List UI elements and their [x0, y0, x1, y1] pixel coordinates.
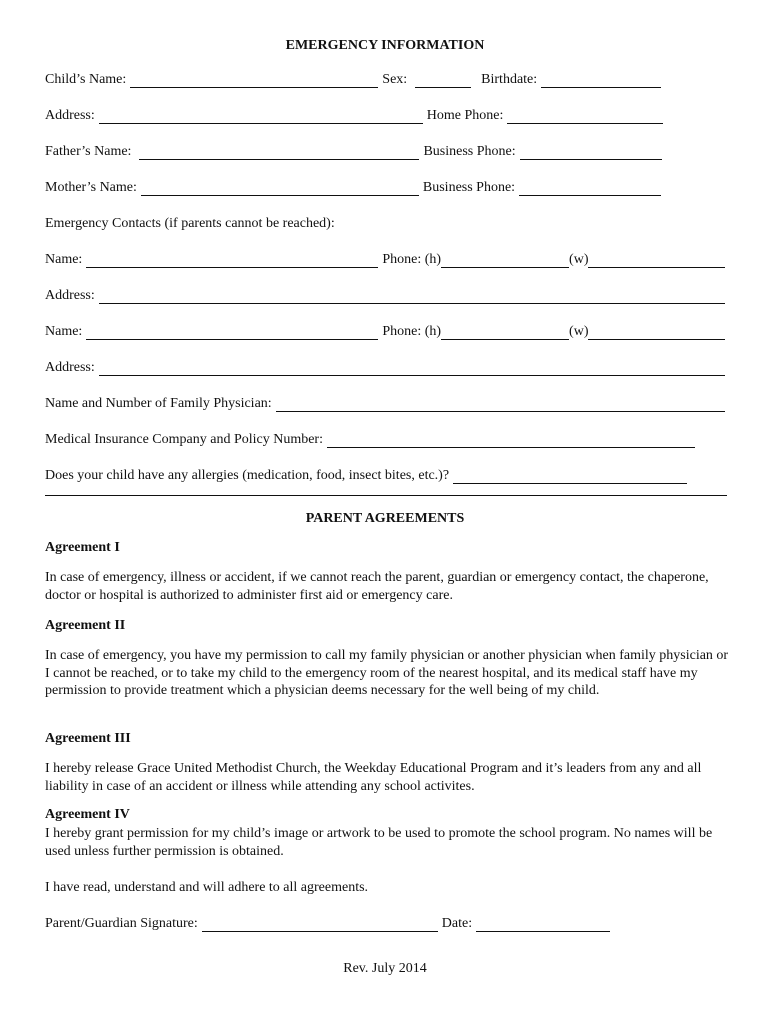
allergies-row	[45, 464, 725, 484]
home-phone-field[interactable]	[507, 109, 663, 124]
agreement-4-title: Agreement IV	[45, 807, 130, 822]
child-name-field[interactable]	[130, 73, 378, 88]
insurance-field[interactable]	[327, 433, 695, 448]
agreement-3-text: I hereby release Grace United Methodist Church, the Weekday Educational Program and it’s leaders from any and all liability in case of an accident or illness while attending any school activites.	[45, 761, 702, 794]
father-name-field[interactable]	[139, 145, 419, 160]
allergies-label: Does your child have any allergies (medication, food, insect bites, etc.)?	[45, 468, 450, 483]
birthdate-label: Birthdate:	[481, 72, 538, 87]
father-row	[45, 140, 725, 160]
agreement-1-title: Agreement I	[45, 540, 120, 555]
contact-1-phone-h-label: Phone: (h)	[382, 252, 442, 267]
acknowledgement-row	[45, 876, 725, 896]
contact-1-row	[45, 248, 725, 268]
agreement-2-title: Agreement II	[45, 618, 126, 633]
form-title: EMERGENCY INFORMATION	[285, 38, 485, 53]
physician-label: Name and Number of Family Physician:	[45, 396, 272, 411]
mother-name-field[interactable]	[141, 181, 419, 196]
emergency-contacts-label: Emergency Contacts (if parents cannot be reached):	[45, 216, 335, 231]
contact-1-phone-w-label: (w)	[569, 252, 589, 267]
contact-1-name-label: Name:	[45, 252, 83, 267]
father-name-label: Father’s Name:	[45, 144, 132, 159]
contact-1-address-row	[45, 284, 725, 304]
insurance-row	[45, 428, 725, 448]
child-info-row	[45, 68, 725, 88]
insurance-label: Medical Insurance Company and Policy Number:	[45, 432, 323, 447]
home-phone-label: Home Phone:	[426, 108, 504, 123]
signature-field[interactable]	[202, 917, 438, 932]
contact-2-phone-h-field[interactable]	[441, 325, 569, 340]
mother-row	[45, 176, 725, 196]
contact-1-phone-w-field[interactable]	[588, 253, 725, 268]
physician-field[interactable]	[276, 397, 725, 412]
agreement-2-text: In case of emergency, you have my permission to call my family physician or another physician when family physician or I cannot be reached, or to take my child to the emergency room of the nearest hospital, and its medical staff have my permission to provide treatment which a physician deems necessary for the well being of my child.	[45, 648, 729, 698]
allergies-field[interactable]	[453, 469, 687, 484]
agreements-title: PARENT AGREEMENTS	[305, 511, 465, 526]
contact-1-name-field[interactable]	[86, 253, 378, 268]
address-field[interactable]	[99, 109, 423, 124]
date-label: Date:	[441, 916, 473, 931]
contact-2-name-label: Name:	[45, 324, 83, 339]
contact-2-address-label: Address:	[45, 360, 95, 375]
physician-row	[45, 392, 725, 412]
acknowledgement-text: I have read, understand and will adhere to all agreements.	[45, 880, 369, 895]
agreement-4-text: I hereby grant permission for my child’s image or artwork to be used to promote the school program. No names will be used unless further permission is obtained.	[45, 826, 713, 859]
contact-1-address-field[interactable]	[99, 289, 725, 304]
contact-1-phone-h-field[interactable]	[441, 253, 569, 268]
mother-name-label: Mother’s Name:	[45, 180, 137, 195]
agreement-1-text: In case of emergency, illness or accident, if we cannot reach the parent, guardian or emergency contact, the chaperone, doctor or hospital is authorized to administer first aid or emergency care.	[45, 570, 709, 603]
contact-2-address-row	[45, 356, 725, 376]
father-business-phone-field[interactable]	[520, 145, 662, 160]
contact-2-address-field[interactable]	[99, 361, 725, 376]
business-phone-label-1: Business Phone:	[423, 144, 516, 159]
emergency-contacts-row	[45, 212, 725, 232]
sex-field[interactable]	[415, 73, 471, 88]
contact-2-row	[45, 320, 725, 340]
mother-business-phone-field[interactable]	[519, 181, 661, 196]
signature-label: Parent/Guardian Signature:	[45, 916, 198, 931]
contact-1-address-label: Address:	[45, 288, 95, 303]
contact-2-phone-w-field[interactable]	[588, 325, 725, 340]
address-label: Address:	[45, 108, 95, 123]
contact-2-phone-h-label: Phone: (h)	[382, 324, 442, 339]
contact-2-name-field[interactable]	[86, 325, 378, 340]
contact-2-phone-w-label: (w)	[569, 324, 589, 339]
child-name-label: Child’s Name:	[45, 72, 127, 87]
revision-footer: Rev. July 2014	[343, 961, 427, 976]
date-field[interactable]	[476, 917, 610, 932]
signature-row	[45, 912, 725, 932]
address-row	[45, 104, 725, 124]
section-divider	[45, 495, 727, 496]
agreement-3-title: Agreement III	[45, 731, 131, 746]
birthdate-field[interactable]	[541, 73, 661, 88]
sex-label: Sex:	[382, 72, 408, 87]
business-phone-label-2: Business Phone:	[422, 180, 516, 195]
